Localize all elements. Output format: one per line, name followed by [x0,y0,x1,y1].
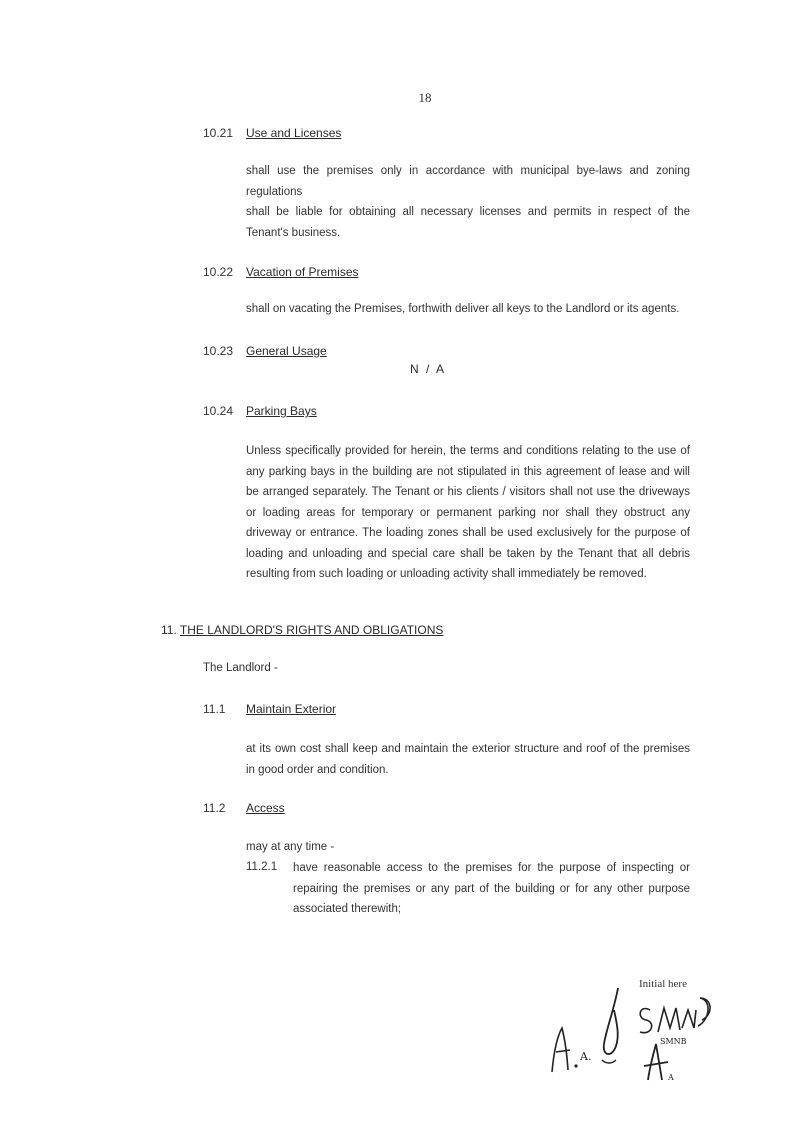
subsection-paragraph: have reasonable access to the premises for the purpose of inspecting or repairing the premises or any part of the building or for any other purpose associated therewith; [293,862,690,915]
section-number: 10.22 [203,265,234,279]
initial-mark-text: A. [580,1050,592,1063]
section-heading: Maintain Exterior [246,702,337,716]
section-paragraph: at its own cost shall keep and maintain the exterior structure and roof of the premises in good order and condition. [246,743,690,776]
section-intro: The Landlord - [203,662,278,674]
section-heading: Parking Bays [246,404,317,418]
initial-here-label: Initial here [639,978,687,990]
section-heading: Vacation of Premises [246,265,359,279]
initial-mark-text: A [668,1073,674,1082]
signature-stroke [602,1060,616,1063]
signature-stroke [640,1009,652,1033]
signature-stroke [658,998,710,1032]
section-number: 11.2 [203,801,226,815]
signature-stroke [644,1044,668,1080]
section-intro: may at any time - [246,841,335,853]
section-heading: Access [246,801,285,815]
section-paragraph: shall on vacating the Premises, forthwith deliver all keys to the Landlord or its agents. [246,303,680,315]
section-number: 10.23 [203,344,234,358]
section-number: 10.24 [203,404,234,418]
section-number: 10.21 [203,126,234,140]
not-applicable-value: N / A [409,362,446,376]
subsection-number: 11.2.1 [246,861,278,873]
section-heading: Use and Licenses [246,126,342,140]
section-heading: General Usage [246,344,327,358]
section-11-heading [161,623,443,637]
section-paragraph: Unless specifically provided for herein, the terms and conditions relating to the use of any parking bays in the building are not stipulated in this agreement of lease and will be arranged separately. The Tenant or his clients / visitors shall not use the driveways or loading areas for temporary or permanent parking nor shall they obstruct any driveway or entrance. The loading zones shall be used exclusively for the purpose of loading and unloading and special care shall be taken by the Tenant that all debris resulting from such loading or unloading activity shall immediately be removed. [246,445,690,580]
signature-initials [540,980,720,1085]
signature-stroke [604,988,618,1054]
section-paragraph: shall use the premises only in accordance with municipal bye-laws and zoning regulations [246,165,690,198]
initial-mark-text: SMNB [660,1037,687,1046]
section-paragraph: shall be liable for obtaining all necessary licenses and permits in respect of the Tenant's business. [246,206,690,239]
initial-mark-stroke [556,1050,570,1052]
initial-mark-dot [574,1064,577,1067]
section-heading: THE LANDLORD'S RIGHTS AND OBLIGATIONS [179,623,444,637]
section-number: 11. [161,623,177,637]
section-number: 11.1 [203,702,226,716]
page-number: 18 [418,90,432,105]
